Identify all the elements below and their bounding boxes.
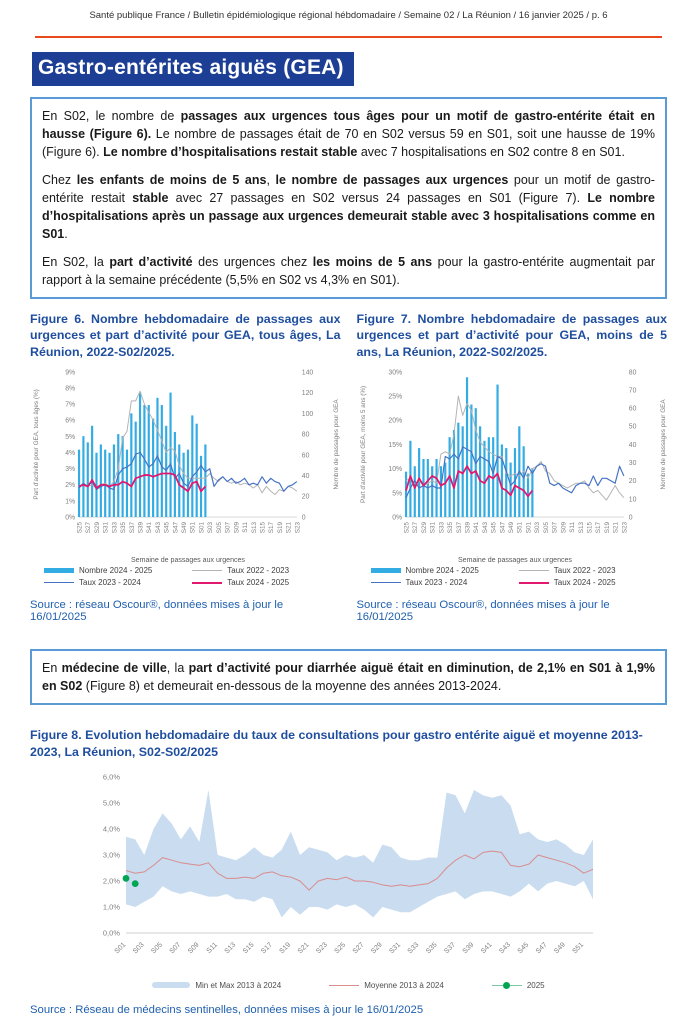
svg-text:S43: S43 xyxy=(481,522,489,534)
legend-label: Taux 2022 - 2023 xyxy=(553,566,616,576)
svg-text:S45: S45 xyxy=(163,522,171,534)
svg-text:S01: S01 xyxy=(113,941,128,955)
svg-text:S11: S11 xyxy=(568,522,576,533)
svg-text:S51: S51 xyxy=(189,522,197,534)
legend-label: Taux 2024 - 2025 xyxy=(227,578,290,588)
figure8-chart xyxy=(68,767,667,979)
svg-text:S09: S09 xyxy=(233,522,241,534)
svg-text:S39: S39 xyxy=(464,522,472,534)
svg-text:Semaine de passages aux urgenc: Semaine de passages aux urgences xyxy=(457,557,572,565)
svg-text:S33: S33 xyxy=(111,522,119,534)
legend-item-taux-2024-2025 xyxy=(519,578,663,587)
svg-text:S37: S37 xyxy=(443,941,458,955)
legend-label: Taux 2023 - 2024 xyxy=(79,578,141,588)
svg-text:S21: S21 xyxy=(296,941,311,955)
svg-text:S41: S41 xyxy=(472,522,480,534)
svg-text:S47: S47 xyxy=(172,522,180,534)
svg-text:S49: S49 xyxy=(553,941,567,955)
svg-text:S29: S29 xyxy=(93,522,101,534)
svg-text:S07: S07 xyxy=(224,522,232,534)
svg-text:S41: S41 xyxy=(479,941,494,955)
svg-text:5,0%: 5,0% xyxy=(102,798,120,808)
svg-text:3%: 3% xyxy=(65,466,76,474)
svg-text:S15: S15 xyxy=(241,941,256,955)
summary-paragraph-3: En S02, la part d’activité des urgences chez les moins de 5 ans pour la gastro-entérite augmentait par rapport à la semaine précédente (5,5% en S02 vs 4,3% en S01). xyxy=(42,255,655,287)
svg-text:0%: 0% xyxy=(65,514,76,522)
svg-text:S07: S07 xyxy=(168,941,183,955)
svg-text:Part d'activité pour GEA, moin: Part d'activité pour GEA, moins 5 ans (%) xyxy=(359,385,367,504)
band-swatch xyxy=(152,982,190,988)
svg-text:S11: S11 xyxy=(242,522,250,533)
summary-paragraph-2: Chez les enfants de moins de 5 ans, le nombre de passages aux urgences pour un motif de gastro-entérite restait stable avec 27 passages en S02 versus 24 passages en S01 (Figure 7). Le nombre d’hospitalisations après un passage aux urgences demeurait stable avec 3 hospitalisations comme en S01. xyxy=(42,173,655,241)
figure6-chart xyxy=(30,364,341,566)
svg-text:2,0%: 2,0% xyxy=(102,876,120,886)
legend-item-nombre xyxy=(371,566,515,575)
svg-text:S25: S25 xyxy=(403,522,411,534)
svg-text:S03: S03 xyxy=(131,941,146,955)
svg-text:50: 50 xyxy=(628,423,636,431)
legend-item-nombre xyxy=(44,566,188,575)
svg-text:S47: S47 xyxy=(534,941,549,955)
svg-text:60: 60 xyxy=(628,405,636,413)
svg-text:6%: 6% xyxy=(65,417,76,425)
svg-text:S03: S03 xyxy=(207,522,215,534)
svg-text:S43: S43 xyxy=(154,522,162,534)
legend-item-2025 xyxy=(492,981,545,990)
figure6-source: Source : réseau Oscour®, données mises à jour le 16/01/2025 xyxy=(30,599,284,624)
svg-text:80: 80 xyxy=(628,369,636,377)
svg-text:S31: S31 xyxy=(102,522,110,534)
summary-box-urgences xyxy=(30,97,667,299)
figure7-block xyxy=(357,311,668,623)
svg-text:S17: S17 xyxy=(594,522,602,534)
summary-paragraph-ville: En médecine de ville, la part d’activité pour diarrhée aiguë était en diminution, de 2,1% en S01 à 1,9% en S02 (Figure 8) et demeurait en-dessous de la moyenne des années 2013-2024. xyxy=(42,661,656,694)
svg-text:4,0%: 4,0% xyxy=(102,824,120,834)
svg-text:S01: S01 xyxy=(524,522,532,534)
section-title: Gastro-entérites aiguës (GEA) xyxy=(32,52,354,86)
svg-text:S29: S29 xyxy=(420,522,428,534)
svg-text:0%: 0% xyxy=(391,514,402,522)
svg-text:S31: S31 xyxy=(388,941,403,955)
page-header: Santé publique France / Bulletin épidémiologique régional hébdomadaire / Semaine 02 / La Réunion / 16 janvier 2025 / p. 6 xyxy=(89,10,608,21)
svg-text:S05: S05 xyxy=(542,522,550,534)
svg-text:S03: S03 xyxy=(533,522,541,534)
legend-item-taux-2023-2024 xyxy=(371,578,515,587)
summary-paragraph-1: En S02, le nombre de passages aux urgences tous âges pour un motif de gastro-entérite était en hausse (Figure 6). Le nombre de passages était de 70 en S02 versus 59 en S01, soit une hausse de 19% (Figure 6). Le nombre d’hospitalisations restait stable avec 7 hospitalisations en S02 contre 8 en S01. xyxy=(42,109,655,159)
figure8-title: Figure 8. Evolution hebdomadaire du taux de consultations pour gastro entérite aiguë et moyenne 2013-2023, La Réunion, S02-S02/2025 xyxy=(30,728,643,759)
legend-item-taux-2024-2025 xyxy=(192,578,336,587)
svg-text:40: 40 xyxy=(301,473,310,481)
svg-text:S23: S23 xyxy=(294,522,302,534)
figure7-chart xyxy=(357,364,668,566)
svg-text:10%: 10% xyxy=(387,466,402,474)
svg-text:S51: S51 xyxy=(571,941,586,955)
svg-text:3,0%: 3,0% xyxy=(102,850,120,860)
svg-text:25%: 25% xyxy=(387,393,402,401)
svg-text:S15: S15 xyxy=(585,522,593,534)
svg-text:140: 140 xyxy=(301,369,314,377)
figure7-legend xyxy=(371,566,664,587)
svg-text:60: 60 xyxy=(301,452,310,460)
svg-text:S19: S19 xyxy=(276,522,284,534)
svg-text:15%: 15% xyxy=(387,442,402,450)
svg-text:70: 70 xyxy=(628,387,636,395)
svg-text:S01: S01 xyxy=(198,522,206,534)
svg-text:S39: S39 xyxy=(461,941,476,955)
legend-label: Min et Max 2013 à 2024 xyxy=(195,980,282,990)
svg-text:S13: S13 xyxy=(223,941,238,955)
legend-item-moyenne xyxy=(329,981,444,990)
legend-label: Taux 2022 - 2023 xyxy=(227,566,290,576)
svg-text:Part d'activité pour GEA, tous: Part d'activité pour GEA, tous âges (%) xyxy=(32,389,40,500)
legend-label: Moyenne 2013 à 2024 xyxy=(364,980,444,990)
svg-text:2%: 2% xyxy=(65,482,76,490)
svg-text:S21: S21 xyxy=(612,522,620,534)
svg-text:80: 80 xyxy=(301,431,310,439)
legend-item-taux-2023-2024 xyxy=(44,578,188,587)
svg-text:20: 20 xyxy=(628,478,636,486)
svg-text:0: 0 xyxy=(628,514,633,522)
orange-divider xyxy=(35,36,662,38)
svg-text:6,0%: 6,0% xyxy=(102,772,120,782)
green-dot-icon xyxy=(503,982,510,989)
svg-text:0: 0 xyxy=(301,514,306,522)
figure6-chart-svg xyxy=(30,364,342,566)
svg-text:S31: S31 xyxy=(429,522,437,534)
figure8-source: Source : Réseau de médecins sentinelles, données mises à jour le 16/01/2025 xyxy=(30,1003,424,1016)
svg-text:S23: S23 xyxy=(620,522,628,534)
svg-text:30: 30 xyxy=(628,460,636,468)
svg-text:S23: S23 xyxy=(315,941,329,955)
svg-text:S27: S27 xyxy=(85,522,93,534)
line-swatch xyxy=(329,985,359,986)
svg-text:S09: S09 xyxy=(559,522,567,534)
legend-label: Taux 2023 - 2024 xyxy=(405,578,468,588)
svg-text:S21: S21 xyxy=(285,522,293,534)
legend-label: Nombre 2024 - 2025 xyxy=(405,566,479,576)
legend-item-taux-2022-2023 xyxy=(192,566,336,575)
svg-text:S49: S49 xyxy=(507,522,515,534)
svg-text:S33: S33 xyxy=(406,941,421,955)
line-swatch xyxy=(44,582,74,583)
legend-label: Nombre 2024 - 2025 xyxy=(79,566,153,576)
svg-text:S29: S29 xyxy=(370,941,384,955)
svg-text:0,0%: 0,0% xyxy=(102,928,120,938)
line-swatch xyxy=(519,582,549,584)
svg-text:S25: S25 xyxy=(333,941,348,955)
svg-text:S27: S27 xyxy=(351,941,366,955)
svg-text:S49: S49 xyxy=(181,522,189,534)
svg-text:5%: 5% xyxy=(391,490,402,498)
svg-text:S09: S09 xyxy=(186,941,201,955)
svg-text:S47: S47 xyxy=(498,522,506,534)
svg-text:S05: S05 xyxy=(150,941,165,955)
svg-text:S11: S11 xyxy=(205,941,220,955)
figure7-title: Figure 7. Nombre hebdomadaire de passages aux urgences et part d’activité pour GEA, moins de 5 ans, La Réunion, 2022-S02/2025. xyxy=(356,312,667,359)
svg-text:S41: S41 xyxy=(146,522,154,534)
svg-text:S27: S27 xyxy=(411,522,419,534)
svg-text:S33: S33 xyxy=(437,522,445,534)
figure8-legend xyxy=(30,981,667,990)
figure6-title: Figure 6. Nombre hebdomadaire de passages aux urgences et part d’activité pour GEA, tous âges, La Réunion, 2022-S02/2025. xyxy=(30,312,341,359)
svg-text:S05: S05 xyxy=(215,522,223,534)
svg-text:7%: 7% xyxy=(65,401,76,409)
svg-text:S45: S45 xyxy=(490,522,498,534)
svg-text:S15: S15 xyxy=(259,522,267,534)
bar-swatch xyxy=(371,568,401,573)
svg-text:30%: 30% xyxy=(387,369,402,377)
svg-text:S35: S35 xyxy=(120,522,128,534)
svg-text:1,0%: 1,0% xyxy=(102,902,120,912)
svg-text:9%: 9% xyxy=(65,369,76,377)
bar-swatch xyxy=(44,568,74,573)
svg-text:120: 120 xyxy=(301,390,314,398)
svg-text:S13: S13 xyxy=(250,522,258,534)
svg-text:S35: S35 xyxy=(446,522,454,534)
figures-6-7-row xyxy=(30,311,667,623)
line-swatch xyxy=(192,570,222,571)
svg-text:S07: S07 xyxy=(551,522,559,534)
svg-text:S13: S13 xyxy=(577,522,585,534)
svg-text:S51: S51 xyxy=(516,522,524,534)
svg-text:S17: S17 xyxy=(260,941,274,955)
svg-text:4%: 4% xyxy=(65,450,76,458)
legend-item-minmax xyxy=(152,981,281,990)
svg-text:20%: 20% xyxy=(387,417,402,425)
legend-label: 2025 xyxy=(526,980,545,990)
svg-text:S39: S39 xyxy=(137,522,145,534)
svg-text:Nombre de passages pour GEA: Nombre de passages pour GEA xyxy=(659,399,667,490)
line-swatch xyxy=(371,582,401,583)
svg-text:S37: S37 xyxy=(455,522,463,534)
svg-text:S43: S43 xyxy=(498,941,513,955)
summary-box-medecine-ville xyxy=(30,649,667,705)
svg-text:100: 100 xyxy=(301,410,314,418)
line-swatch xyxy=(519,570,549,571)
line-swatch xyxy=(192,582,222,584)
svg-text:10: 10 xyxy=(628,496,636,504)
svg-text:S19: S19 xyxy=(278,941,293,955)
figure7-source: Source : réseau Oscour®, données mises à jour le 16/01/2025 xyxy=(356,599,610,624)
svg-text:40: 40 xyxy=(628,442,636,450)
svg-text:Semaine de passages aux urgenc: Semaine de passages aux urgences xyxy=(130,557,245,565)
svg-text:S35: S35 xyxy=(424,941,439,955)
svg-text:Nombre de passages pour GEA: Nombre de passages pour GEA xyxy=(333,399,341,490)
figure7-chart-svg xyxy=(357,364,669,566)
legend-item-taux-2022-2023 xyxy=(519,566,663,575)
dot-line-swatch xyxy=(492,985,522,986)
svg-text:1%: 1% xyxy=(65,498,76,506)
svg-text:8%: 8% xyxy=(65,385,76,393)
svg-text:S45: S45 xyxy=(516,941,531,955)
figure8-chart-svg xyxy=(68,767,613,979)
svg-text:S37: S37 xyxy=(128,522,136,534)
svg-text:S25: S25 xyxy=(76,522,84,534)
svg-text:S17: S17 xyxy=(268,522,276,534)
figure6-legend xyxy=(44,566,337,587)
svg-text:5%: 5% xyxy=(65,433,76,441)
svg-text:S19: S19 xyxy=(603,522,611,534)
legend-label: Taux 2024 - 2025 xyxy=(553,578,616,588)
figure6-block xyxy=(30,311,341,623)
svg-text:20: 20 xyxy=(301,493,310,501)
